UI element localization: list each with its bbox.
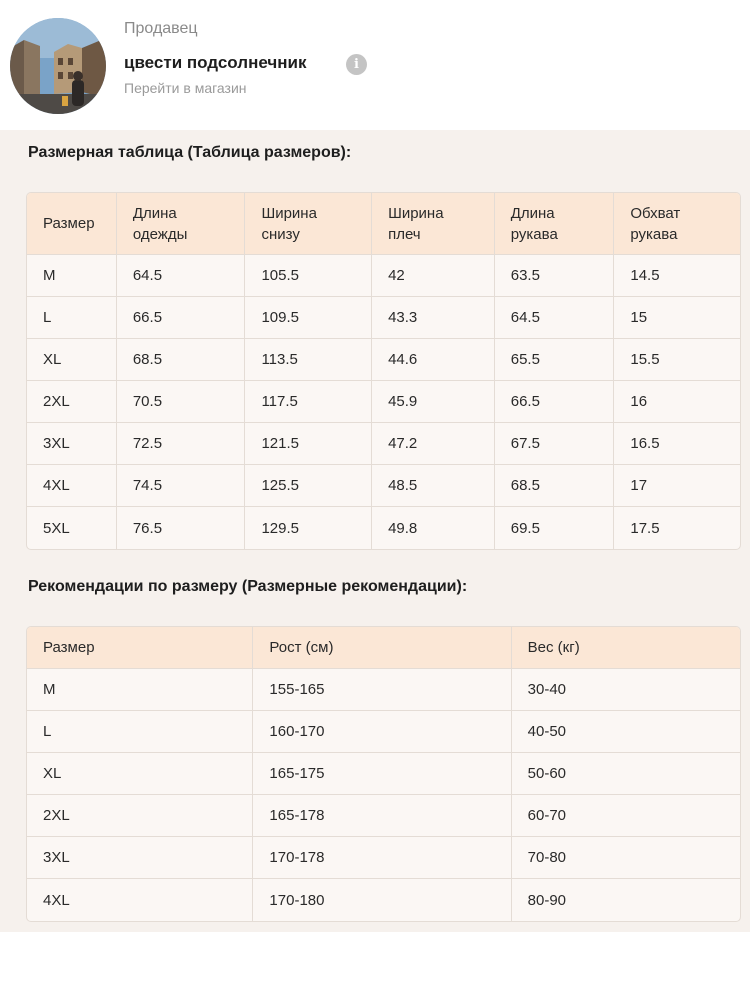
table-cell: 165-175 <box>253 753 511 795</box>
table-cell: 16 <box>614 381 740 423</box>
table-row <box>27 381 740 423</box>
table-cell: 2XL <box>27 795 253 837</box>
table-cell: 125.5 <box>245 465 372 507</box>
table-cell: 109.5 <box>245 297 372 339</box>
table-cell: 17 <box>614 465 740 507</box>
table-cell: 65.5 <box>495 339 615 381</box>
table-cell: 76.5 <box>117 507 246 549</box>
table-cell: 47.2 <box>372 423 495 465</box>
size-table-header-row <box>27 193 740 255</box>
table-cell: 3XL <box>27 837 253 879</box>
table-cell: 165-178 <box>253 795 511 837</box>
table-row <box>27 465 740 507</box>
table-cell: M <box>27 669 253 711</box>
header-line: одежды <box>132 225 188 243</box>
table-cell: 48.5 <box>372 465 495 507</box>
table-cell: 72.5 <box>117 423 246 465</box>
table-cell: 4XL <box>27 879 253 921</box>
header-line: Длина <box>510 204 555 222</box>
table-cell: L <box>27 297 117 339</box>
avatar-photo <box>10 18 106 114</box>
table-cell: XL <box>27 753 253 795</box>
table-cell: 113.5 <box>245 339 372 381</box>
size-table-header <box>614 193 740 255</box>
header-line: рукава <box>510 225 558 243</box>
table-cell: 42 <box>372 255 495 297</box>
size-table-header <box>245 193 372 255</box>
table-cell: 74.5 <box>117 465 246 507</box>
table-row <box>27 837 740 879</box>
table-cell: 50-60 <box>512 753 740 795</box>
table-cell: 40-50 <box>512 711 740 753</box>
size-table-header <box>372 193 495 255</box>
recommend-table-header: Размер <box>27 627 253 669</box>
table-cell: 2XL <box>27 381 117 423</box>
table-cell: 64.5 <box>495 297 615 339</box>
recommend-table-title: Рекомендации по размеру (Размерные рекомендации): <box>28 578 468 595</box>
header-line: снизу <box>261 225 300 243</box>
table-cell: 16.5 <box>614 423 740 465</box>
table-row <box>27 339 740 381</box>
header-line: Ширина <box>261 204 317 222</box>
table-cell: 155-165 <box>253 669 511 711</box>
table-cell: 66.5 <box>495 381 615 423</box>
table-cell: 44.6 <box>372 339 495 381</box>
table-cell: 14.5 <box>614 255 740 297</box>
header-line: Ширина <box>388 204 444 222</box>
table-cell: XL <box>27 339 117 381</box>
table-row <box>27 423 740 465</box>
size-table <box>26 192 741 550</box>
seller-avatar[interactable] <box>10 18 106 114</box>
table-cell: 15 <box>614 297 740 339</box>
table-cell: 5XL <box>27 507 117 549</box>
table-cell: 69.5 <box>495 507 615 549</box>
table-cell: 67.5 <box>495 423 615 465</box>
table-cell: 121.5 <box>245 423 372 465</box>
table-cell: 43.3 <box>372 297 495 339</box>
header-line: Длина <box>132 204 177 222</box>
table-cell: 4XL <box>27 465 117 507</box>
table-cell: 170-178 <box>253 837 511 879</box>
table-row <box>27 795 740 837</box>
table-cell: 30-40 <box>512 669 740 711</box>
recommend-table-header: Вес (кг) <box>512 627 740 669</box>
table-cell: 3XL <box>27 423 117 465</box>
recommend-table-header-row <box>27 627 740 669</box>
size-recommendation-table <box>26 626 741 922</box>
header-line: Обхват <box>630 204 681 222</box>
table-cell: 117.5 <box>245 381 372 423</box>
table-row <box>27 753 740 795</box>
go-to-store-link[interactable]: Перейти в магазин <box>124 80 247 96</box>
table-cell: M <box>27 255 117 297</box>
table-cell: 45.9 <box>372 381 495 423</box>
table-row <box>27 507 740 549</box>
table-cell: 66.5 <box>117 297 246 339</box>
table-row <box>27 255 740 297</box>
table-cell: 105.5 <box>245 255 372 297</box>
table-cell: L <box>27 711 253 753</box>
size-table-title: Размерная таблица (Таблица размеров): <box>28 144 352 161</box>
size-table-header <box>495 193 615 255</box>
table-cell: 49.8 <box>372 507 495 549</box>
table-cell: 68.5 <box>495 465 615 507</box>
table-cell: 129.5 <box>245 507 372 549</box>
table-cell: 170-180 <box>253 879 511 921</box>
seller-role-label: Продавец <box>124 20 198 37</box>
recommend-table-header: Рост (см) <box>253 627 511 669</box>
table-cell: 64.5 <box>117 255 246 297</box>
table-cell: 60-70 <box>512 795 740 837</box>
table-row <box>27 879 740 921</box>
size-table-header <box>117 193 246 255</box>
seller-name[interactable]: цвести подсолнечник <box>124 53 307 72</box>
table-cell: 70.5 <box>117 381 246 423</box>
table-cell: 160-170 <box>253 711 511 753</box>
table-cell: 80-90 <box>527 891 567 909</box>
table-cell: 15.5 <box>614 339 740 381</box>
size-table-header <box>27 193 117 255</box>
header-line: Размер <box>43 215 95 232</box>
header-line: рукава <box>630 225 678 243</box>
table-row <box>27 297 740 339</box>
table-row <box>27 669 740 711</box>
table-cell: 17.5 <box>630 519 660 537</box>
seller-card <box>0 0 750 130</box>
table-row <box>27 711 740 753</box>
table-cell: 70-80 <box>512 837 740 879</box>
info-icon[interactable]: i <box>346 54 367 75</box>
table-cell: 68.5 <box>117 339 246 381</box>
table-cell: 63.5 <box>495 255 615 297</box>
header-line: плеч <box>388 225 421 243</box>
